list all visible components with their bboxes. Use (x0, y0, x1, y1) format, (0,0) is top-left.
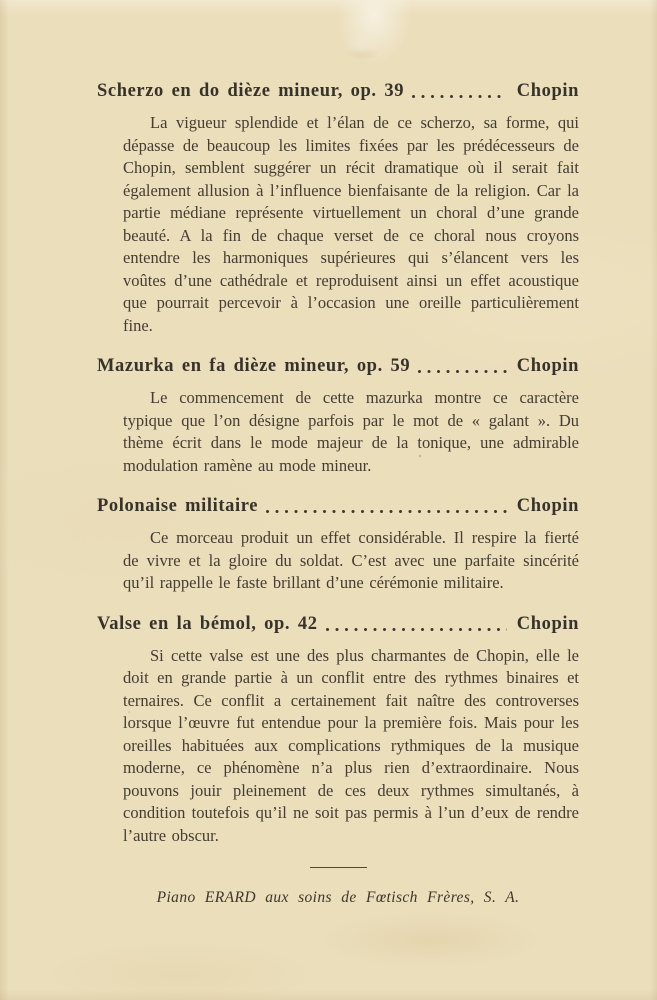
piece-description: Le commencement de cette mazurka montre ce caractère typique que l’on désigne parfois par le mot de « galant ». Du thème écrit dans le mode majeur de la tonique, une admirable modulation ramène au mode mineur. (123, 388, 579, 475)
page-footer (97, 867, 579, 907)
composer-name: Chopin (516, 613, 579, 634)
piece-heading (97, 80, 579, 102)
piece-title: Valse en la bémol, op. 42 (97, 613, 318, 634)
dotted-leader (418, 370, 507, 373)
piece-heading (97, 355, 579, 377)
piece-title: Mazurka en fa dièze mineur, op. 59 (97, 356, 411, 376)
programme-entry-mazurka (97, 355, 579, 477)
piano-credit-note: Piano ERARD aux soins de Fœtisch Frères, S. A. (156, 889, 520, 906)
programme-entry-polonaise (97, 495, 579, 595)
programme-entry-valse (97, 613, 579, 848)
composer-name: Chopin (516, 81, 579, 101)
dotted-leader (412, 95, 507, 98)
dotted-leader (326, 628, 507, 631)
programme-entry-scherzo (97, 80, 579, 337)
piece-description: La vigueur splendide et l’élan de ce scherzo, sa forme, qui dépasse de beaucoup les limites fixées par les prédécesseurs de Chopin, semblent suggérer un récit dramatique où il serait fait également allusion à l’influence bienfaisante de la religion. Car la partie médiane représente virtuellement un choral d’une grande beauté. A la fin de chaque verset de ce choral nous croyons entendre les harmoniques supérieures qui s’élancent vers les voûtes d’une cathédrale et reproduisent ainsi un effet acoustique que pourrait percevoir à l’occasion une oreille particulièrement fine. (123, 113, 579, 335)
footer-divider (310, 867, 367, 868)
piece-description: Ce morceau produit un effet considérable. Il respire la fierté de vivre et la gloire du soldat. C’est avec une parfaite sincérité qu’il rappelle le faste brillant d’une cérémonie militaire. (123, 528, 579, 592)
composer-name: Chopin (516, 356, 579, 376)
dotted-leader (266, 510, 507, 513)
piece-description: Si cette valse est une des plus charmantes de Chopin, elle le doit en grande partie à un conflit entre des rythmes binaires et ternaires. Ce conflit a certainement fait naître des controverses lorsque l’œuvre fut entendue pour la première fois. Mais pour les oreilles habituées aux complications rythmiques de la musique moderne, ce phénomène n’a plus rien d’extraordinaire. Nous pouvons jouir pleinement de ces deux rythmes simultanés, à condition toutefois qu’il ne soit pas permis à l’un d’eux de rendre l’autre obscur. (123, 645, 579, 845)
piece-title: Polonaise militaire (97, 496, 259, 516)
programme-content (97, 80, 579, 907)
piece-heading (97, 495, 579, 517)
piece-title: Scherzo en do dièze mineur, op. 39 (97, 81, 405, 101)
composer-name: Chopin (516, 496, 579, 516)
piece-heading (97, 613, 579, 635)
